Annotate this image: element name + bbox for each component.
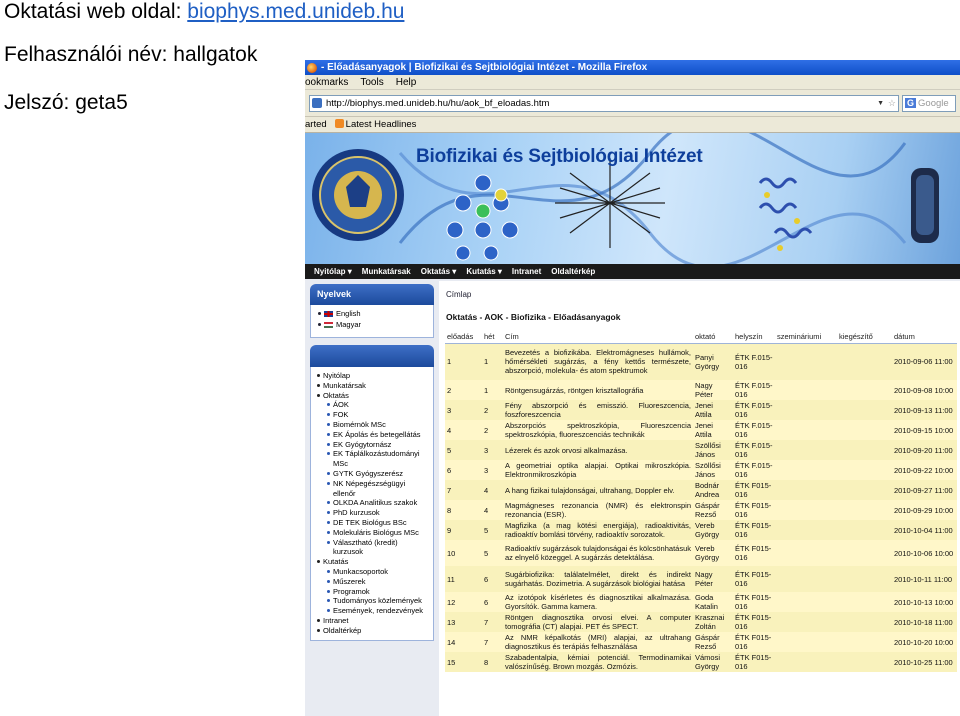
lecture-title: Abszorpciós spektroszkópia, Fluoreszcencia spektroszkópia, fluoreszcenciás technikák (505, 421, 691, 439)
seminar-cell (775, 380, 837, 400)
sidebar-menu-item[interactable]: Tudományos közlemények (317, 596, 429, 606)
address-url: http://biophys.med.unideb.hu/hu/aok_bf_eloadas.htm (326, 97, 550, 109)
seminar-cell (775, 440, 837, 460)
bullet-icon (317, 394, 320, 397)
seminar-cell (775, 632, 837, 652)
lecture-date: 2010-10-11 11:00 (892, 566, 957, 592)
supplement-cell (837, 500, 892, 520)
table-row[interactable] (445, 440, 957, 460)
table-row[interactable] (445, 592, 957, 612)
table-row[interactable] (445, 480, 957, 500)
sketch-figure (555, 158, 665, 248)
lecture-lecturer: Goda Katalin (693, 592, 733, 612)
lecture-lecturer: Vámosi György (693, 652, 733, 672)
sidebar-menu-item[interactable]: Munkatársak (317, 381, 429, 391)
lecture-week: 1 (482, 380, 503, 400)
lecture-number: 6 (445, 460, 482, 480)
table-header-row (445, 331, 957, 343)
slide-line-username: Felhasználói név: hallgatok (4, 43, 258, 66)
lecture-week: 6 (482, 566, 503, 592)
lecture-table (445, 331, 957, 672)
sidebar-menu-item[interactable]: Nyitólap (317, 371, 429, 381)
table-row[interactable] (445, 500, 957, 520)
lecture-number: 12 (445, 592, 482, 612)
sidebar-menu-item[interactable]: DE TEK Biológus BSc (317, 518, 429, 528)
lecture-title: Szabadentalpia, kémiai potenciál. Termodinamikai valószínűség. Brown mozgás. Ozmózis. (505, 653, 691, 671)
lecture-lecturer: Panyi György (693, 343, 733, 380)
bookmark-getting-started[interactable]: arted (305, 119, 327, 130)
lecture-lecturer: Krasznai Zoltán (693, 612, 733, 632)
col-header[interactable]: dátum (892, 331, 957, 343)
lecture-date: 2010-09-27 11:00 (892, 480, 957, 500)
bullet-icon (327, 403, 330, 406)
bullet-icon (327, 590, 330, 593)
lecture-week: 3 (482, 460, 503, 480)
bullet-icon (327, 609, 330, 612)
menu-help[interactable]: Help (395, 77, 417, 88)
lecture-location: ÉTK F015-016 (733, 612, 775, 632)
university-seal (312, 149, 404, 241)
lecture-date: 2010-10-18 11:00 (892, 612, 957, 632)
lecture-title: Magfizika (a mag kötési energiája), radioaktivitás, radioaktív bomlási törvény, radioaktív sorozatok. (505, 521, 691, 539)
nav-oktatas[interactable]: Oktatás ▾ (420, 267, 457, 276)
sidebar-menu-item[interactable]: EK Táplálkozástudományi MSc (317, 449, 429, 469)
lecture-title: Magmágneses rezonancia (NMR) és elektronspin rezonancia (ESR). (505, 501, 691, 519)
languages-panel (310, 305, 434, 338)
main-content (439, 281, 960, 716)
sidebar-menu-item[interactable]: PhD kurzusok (317, 508, 429, 518)
lecture-lecturer: Vereb György (693, 540, 733, 566)
lecture-week: 1 (482, 343, 503, 380)
bookmark-star-icon[interactable]: ☆ (887, 97, 896, 108)
lecture-lecturer: Nagy Péter (693, 380, 733, 400)
lecture-number: 13 (445, 612, 482, 632)
seminar-cell (775, 566, 837, 592)
seminar-cell (775, 500, 837, 520)
supplement-cell (837, 652, 892, 672)
supplement-cell (837, 566, 892, 592)
supplement-cell (837, 540, 892, 566)
col-header[interactable]: oktató (693, 331, 733, 343)
lecture-week: 3 (482, 440, 503, 460)
lecture-location: ÉTK F.015-016 (733, 380, 775, 400)
lecture-lecturer: Bodnár Andrea (693, 480, 733, 500)
supplement-cell (837, 380, 892, 400)
table-row[interactable] (445, 632, 957, 652)
sidebar-menu-item[interactable]: OLKDA Analitikus szakok (317, 498, 429, 508)
supplement-cell (837, 343, 892, 380)
supplement-cell (837, 460, 892, 480)
lecture-number: 2 (445, 380, 482, 400)
dropdown-arrow-icon[interactable]: ▼ (877, 99, 884, 107)
seminar-cell (775, 592, 837, 612)
lecture-number: 5 (445, 440, 482, 460)
bullet-icon (327, 531, 330, 534)
lecture-date: 2010-09-06 11:00 (892, 343, 957, 380)
lecture-number: 1 (445, 343, 482, 380)
lecture-date: 2010-09-29 10:00 (892, 500, 957, 520)
browser-window (305, 60, 960, 716)
site-header-banner (305, 133, 960, 264)
menu-tools[interactable]: Tools (360, 77, 384, 88)
seminar-cell (775, 420, 837, 440)
lecture-week: 4 (482, 500, 503, 520)
lecture-location: ÉTK F015-016 (733, 652, 775, 672)
bullet-icon (327, 541, 330, 544)
sidebar-menu-item[interactable]: Intranet (317, 616, 429, 626)
protein-structure (760, 179, 811, 237)
table-row[interactable] (445, 380, 957, 400)
sidebar-menu-item[interactable]: Választható (kredit) kurzusok (317, 538, 429, 558)
col-header[interactable]: szemináriumi (775, 331, 837, 343)
sidebar-menu-item[interactable]: EK Gyógytornász (317, 440, 429, 450)
site-favicon-icon (312, 98, 322, 108)
supplement-cell (837, 400, 892, 420)
lecture-location: ÉTK F015-016 (733, 632, 775, 652)
bullet-icon (317, 374, 320, 377)
lecture-date: 2010-09-20 11:00 (892, 440, 957, 460)
seminar-cell (775, 520, 837, 540)
lecture-number: 9 (445, 520, 482, 540)
rss-icon (335, 119, 344, 128)
table-row[interactable] (445, 652, 957, 672)
lecture-title: A geometriai optika alapjai. Optikai mikroszkópia. Elektronmikroszkópia (505, 461, 691, 479)
molecule-network (447, 175, 518, 260)
bullet-icon (327, 433, 330, 436)
navigation-toolbar (305, 90, 960, 117)
supplement-cell (837, 520, 892, 540)
bullet-icon (327, 511, 330, 514)
lecture-number: 10 (445, 540, 482, 566)
site-body (305, 279, 960, 716)
languages-panel-title: Nyelvek (310, 284, 434, 305)
bookmark-latest-headlines[interactable]: Latest Headlines (335, 117, 417, 132)
lecture-location: ÉTK F015-016 (733, 500, 775, 520)
lecture-date: 2010-10-06 10:00 (892, 540, 957, 566)
bullet-icon (327, 580, 330, 583)
channel-structure (911, 168, 939, 243)
page-title: Oktatás - AOK - Biofizika - Előadásanyagok (446, 312, 621, 322)
lecture-week: 5 (482, 540, 503, 566)
seminar-cell (775, 343, 837, 380)
bullet-icon (327, 413, 330, 416)
lecture-week: 2 (482, 420, 503, 440)
website-label: Oktatási web oldal: (4, 0, 188, 23)
supplement-cell (837, 420, 892, 440)
lecture-location: ÉTK F015-016 (733, 520, 775, 540)
bullet-icon (327, 452, 330, 455)
bullet-icon (327, 443, 330, 446)
bullet-icon (327, 521, 330, 524)
window-titlebar (305, 60, 960, 75)
lecture-week: 4 (482, 480, 503, 500)
bullet-icon (327, 599, 330, 602)
sidebar-menu-item[interactable]: Oktatás (317, 391, 429, 401)
sidebar-menu-item[interactable]: GYTK Gyógyszerész (317, 469, 429, 479)
bullet-icon (327, 501, 330, 504)
lecture-lecturer: Gáspár Rezső (693, 632, 733, 652)
google-icon[interactable]: G (907, 98, 915, 108)
lecture-title: Fény abszorpció és emisszió. Fluoreszcencia, foszforeszcencia (505, 401, 691, 419)
website-link[interactable]: biophys.med.unideb.hu (187, 0, 405, 23)
col-header[interactable]: Cím (503, 331, 693, 343)
supplement-cell (837, 480, 892, 500)
site-top-nav (305, 264, 960, 279)
lecture-week: 6 (482, 592, 503, 612)
sidebar-menu-item[interactable]: FOK (317, 410, 429, 420)
lecture-location: ÉTK F015-016 (733, 566, 775, 592)
sidebar-menu-item[interactable]: Oldaltérkép (317, 626, 429, 636)
seminar-cell (775, 540, 837, 566)
lecture-number: 15 (445, 652, 482, 672)
left-sidebar (310, 284, 434, 641)
nav-intranet[interactable]: Intranet (511, 267, 542, 276)
bullet-icon (327, 472, 330, 475)
seminar-cell (775, 652, 837, 672)
bullet-icon (317, 629, 320, 632)
lecture-lecturer: Vereb György (693, 520, 733, 540)
table-row[interactable] (445, 540, 957, 566)
sidebar-menu-item[interactable]: Biomérnök MSc (317, 420, 429, 430)
table-row[interactable] (445, 400, 957, 420)
lecture-number: 3 (445, 400, 482, 420)
lecture-location: ÉTK F.015-016 (733, 440, 775, 460)
col-header[interactable]: hét (482, 331, 503, 343)
lecture-date: 2010-09-22 10:00 (892, 460, 957, 480)
lecture-title: A hang fizikai tulajdonságai, ultrahang, Doppler elv. (503, 480, 693, 500)
window-title: - Előadásanyagok | Biofizikai és Sejtbiológiai Intézet - Mozilla Firefox (321, 62, 648, 73)
sidebar-menu-item[interactable]: Munkacsoportok (317, 567, 429, 577)
menu-bar (305, 75, 960, 90)
supplement-cell (837, 612, 892, 632)
col-header[interactable]: kiegészítő (837, 331, 892, 343)
lecture-week: 5 (482, 520, 503, 540)
col-header[interactable]: helyszín (733, 331, 775, 343)
lecture-lecturer: Szöllősi János (693, 460, 733, 480)
lecture-number: 8 (445, 500, 482, 520)
lecture-title: Sugárbiofizika: találatelmélet, direkt és indirekt sugárhatás. Dozimetria. A sugárzások biológiai hatása (503, 566, 693, 592)
seminar-cell (775, 400, 837, 420)
lecture-title: Bevezetés a biofizikába. Elektromágneses hullámok, hőmérsékleti sugárzás, a fény kettős természete, abszorpció, molekula- és atom spektrumok (503, 343, 693, 380)
lecture-date: 2010-09-13 11:00 (892, 400, 957, 420)
lecture-title: Radioaktív sugárzások tulajdonságai és kölcsönhatásuk az elnyelő közeggel. A sugárzás detektálása. (503, 540, 693, 566)
nav-oldalterkep[interactable]: Oldaltérkép (551, 267, 596, 276)
lecture-date: 2010-10-20 10:00 (892, 632, 957, 652)
bullet-icon (317, 619, 320, 622)
lecture-lecturer: Gáspár Rezső (693, 500, 733, 520)
supplement-cell (837, 632, 892, 652)
bullet-icon (327, 482, 330, 485)
nav-nyitolap[interactable]: Nyitólap ▾ (314, 267, 352, 276)
lecture-number: 14 (445, 632, 482, 652)
sidebar-menu-item[interactable]: ÁOK (317, 400, 429, 410)
lecture-lecturer: Szöllősi János (693, 440, 733, 460)
nav-munkatarsak[interactable]: Munkatársak (361, 267, 411, 276)
lecture-date: 2010-10-13 10:00 (892, 592, 957, 612)
breadcrumb[interactable]: Címlap (446, 290, 472, 299)
lecture-date: 2010-10-04 11:00 (892, 520, 957, 540)
table-row[interactable] (445, 460, 957, 480)
lecture-week: 2 (482, 400, 503, 420)
lecture-title: Az NMR képalkotás (MRI) alapjai, az ultrahang diagnosztikus és terápiás felhasználása (505, 633, 691, 651)
table-row[interactable] (445, 612, 957, 632)
supplement-cell (837, 592, 892, 612)
lecture-title: Lézerek és azok orvosi alkalmazása. (503, 440, 693, 460)
bookmarks-toolbar (305, 117, 960, 133)
lecture-location: ÉTK F.015-016 (733, 420, 775, 440)
menu-panel-header (310, 345, 434, 367)
search-box[interactable] (902, 95, 956, 112)
lecture-lecturer: Jenei Attila (693, 420, 733, 440)
seminar-cell (775, 460, 837, 480)
slide-line-website (4, 0, 404, 24)
sidebar-menu (310, 367, 434, 641)
sidebar-menu-item[interactable]: Események, rendezvények (317, 606, 429, 616)
lecture-title: Röntgensugárzás, röntgen krisztallográfia (503, 380, 693, 400)
lecture-lecturer: Jenei Attila (693, 400, 733, 420)
lecture-date: 2010-09-08 10:00 (892, 380, 957, 400)
seminar-cell (775, 612, 837, 632)
lecture-location: ÉTK F015-016 (733, 480, 775, 500)
lecture-week: 8 (482, 652, 503, 672)
table-row[interactable] (445, 343, 957, 380)
address-bar[interactable] (309, 95, 899, 112)
seminar-cell (775, 480, 837, 500)
uk-flag-icon (324, 311, 333, 317)
sidebar-menu-item[interactable]: Kutatás (317, 557, 429, 567)
language-magyar[interactable]: Magyar (318, 320, 429, 329)
col-header[interactable]: előadás (445, 331, 482, 343)
table-row[interactable] (445, 420, 957, 440)
lecture-week: 7 (482, 632, 503, 652)
lecture-number: 7 (445, 480, 482, 500)
language-english[interactable]: English (318, 309, 429, 318)
search-placeholder: Google (918, 97, 949, 109)
lecture-date: 2010-09-15 10:00 (892, 420, 957, 440)
lecture-lecturer: Nagy Péter (693, 566, 733, 592)
lecture-location: ÉTK F015-016 (733, 540, 775, 566)
sidebar-menu-item[interactable]: Molekuláris Biológus MSc (317, 528, 429, 538)
bullet-icon (317, 560, 320, 563)
sidebar-menu-item[interactable]: Műszerek (317, 577, 429, 587)
sidebar-menu-item[interactable]: NK Népegészségügyi ellenőr (317, 479, 429, 499)
menu-bookmarks[interactable]: ookmarks (305, 77, 349, 88)
bullet-icon (317, 384, 320, 387)
bullet-icon (327, 570, 330, 573)
slide-line-password: Jelszó: geta5 (4, 91, 128, 114)
lecture-title: Az izotópok kísérletes és diagnosztikai alkalmazása. Gyorsítók. Gamma kamera. (505, 593, 691, 611)
sidebar-menu-item[interactable]: Programok (317, 587, 429, 597)
lecture-location: ÉTK F.015-016 (733, 400, 775, 420)
firefox-icon (307, 63, 317, 73)
lecture-location: ÉTK F.015-016 (733, 460, 775, 480)
lecture-location: ÉTK F.015-016 (733, 343, 775, 380)
lecture-number: 11 (445, 566, 482, 592)
lecture-location: ÉTK F015-016 (733, 592, 775, 612)
table-row[interactable] (445, 520, 957, 540)
lecture-week: 7 (482, 612, 503, 632)
sidebar-menu-item[interactable]: EK Ápolás és betegellátás (317, 430, 429, 440)
supplement-cell (837, 440, 892, 460)
hungary-flag-icon (324, 322, 333, 328)
lecture-date: 2010-10-25 11:00 (892, 652, 957, 672)
site-title: Biofizikai és Sejtbiológiai Intézet (416, 146, 703, 167)
bullet-icon (327, 423, 330, 426)
lecture-title: Röntgen diagnosztika orvosi elvei. A computer tomográfia (CT) alapjai. PET és SPECT. (505, 613, 691, 631)
nav-kutatas[interactable]: Kutatás ▾ (466, 267, 502, 276)
lecture-number: 4 (445, 420, 482, 440)
table-row[interactable] (445, 566, 957, 592)
